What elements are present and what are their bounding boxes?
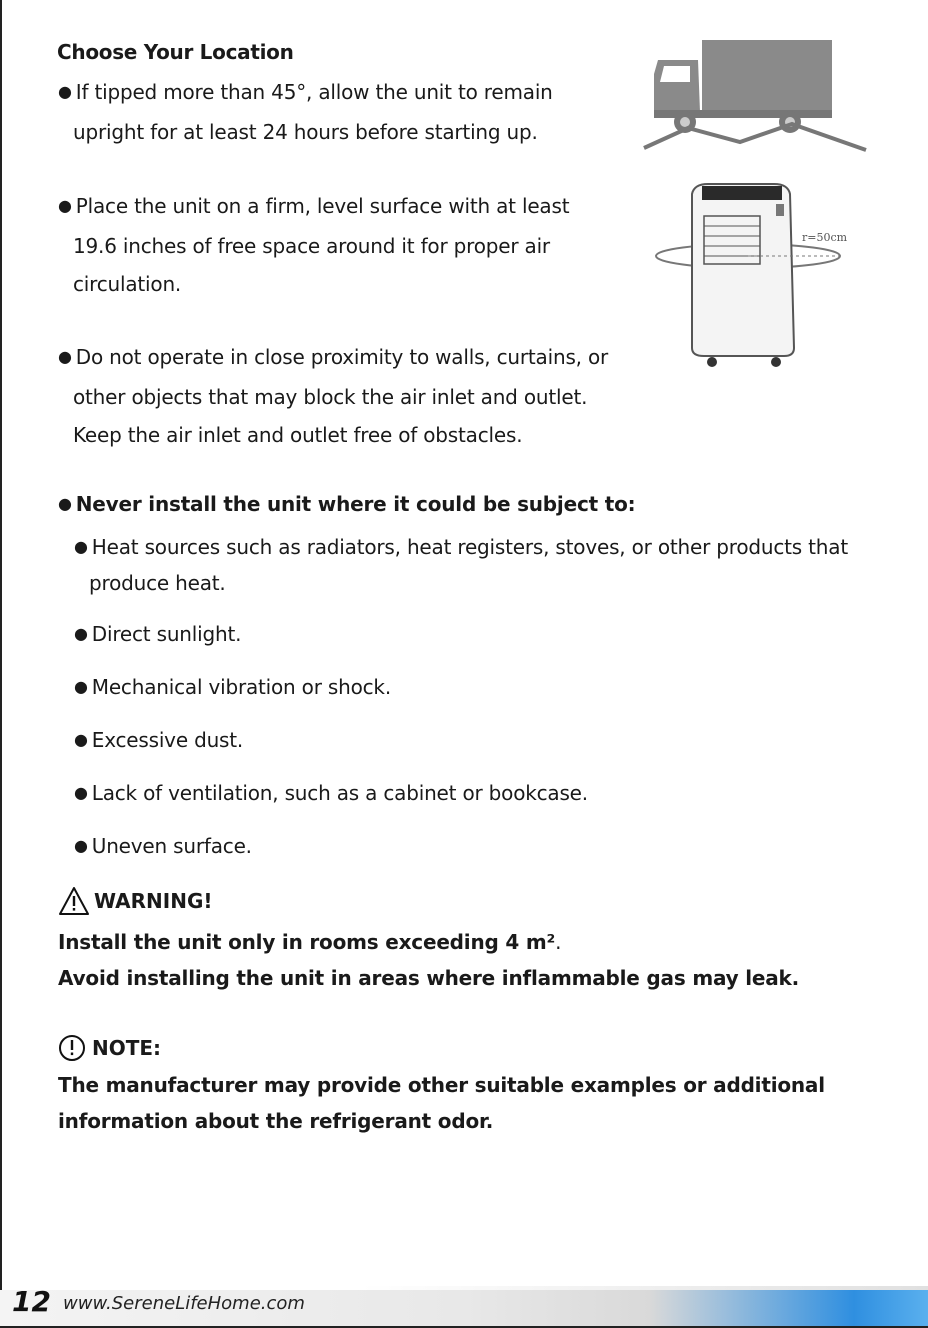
list-item: ● Heat sources such as radiators, heat registers, stoves, or other products that produce heat. [74,535,848,595]
bullet-dot: ● [58,494,72,513]
bullet-text: other objects that may block the air inlet and outlet. [73,385,588,409]
bullet-firm-surface [58,187,569,303]
list-item: ● Direct sunlight. [74,622,242,646]
page-number: 12 [12,1285,51,1318]
clearance-label: r=50cm [802,231,848,244]
never-install-list [74,530,848,882]
warning-line-room-size: Install the unit only in rooms exceeding 4 m². [58,930,562,954]
truck-tilt-illustration [640,38,870,158]
bullet-dot: ● [58,196,72,215]
bullet-text: circulation. [73,272,182,296]
note-title: NOTE: [58,1034,161,1062]
bullet-tip-upright [58,73,553,151]
bullet-dot: ● [58,347,72,366]
warning-title: WARNING! [58,886,213,916]
bullet-text: If tipped more than 45°, allow the unit to remain [75,80,553,104]
bullet-text: upright for at least 24 hours before starting up. [73,120,538,144]
list-item: ● Uneven surface. [74,834,252,858]
never-install-heading: ● Never install the unit where it could be subject to: [58,492,636,516]
bullet-text: Keep the air inlet and outlet free of obstacles. [73,423,523,447]
website-link[interactable]: www.SereneLifeHome.com [63,1293,305,1314]
bullet-text: Place the unit on a firm, level surface with at least [75,194,570,218]
bullet-text: Do not operate in close proximity to walls, curtains, or [75,345,609,369]
warning-line-flammable: Avoid installing the unit in areas where inflammable gas may leak. [58,966,800,990]
list-item: ● Lack of ventilation, such as a cabinet or bookcase. [74,781,588,805]
list-item: ● Excessive dust. [74,728,244,752]
list-item: ● Mechanical vibration or shock. [74,675,391,699]
page-footer [0,1268,928,1328]
note-line-1: The manufacturer may provide other suitable examples or additional [58,1073,825,1097]
bullet-text: 19.6 inches of free space around it for proper air [73,234,550,258]
warning-triangle-icon [58,886,90,916]
bullet-proximity [58,338,608,454]
note-exclamation-icon [58,1034,86,1062]
bullet-dot: ● [58,82,72,101]
air-conditioner-clearance-illustration [652,178,872,378]
section-title: Choose Your Location [57,40,294,64]
note-line-2: information about the refrigerant odor. [58,1109,494,1133]
page-left-border [0,0,2,1328]
